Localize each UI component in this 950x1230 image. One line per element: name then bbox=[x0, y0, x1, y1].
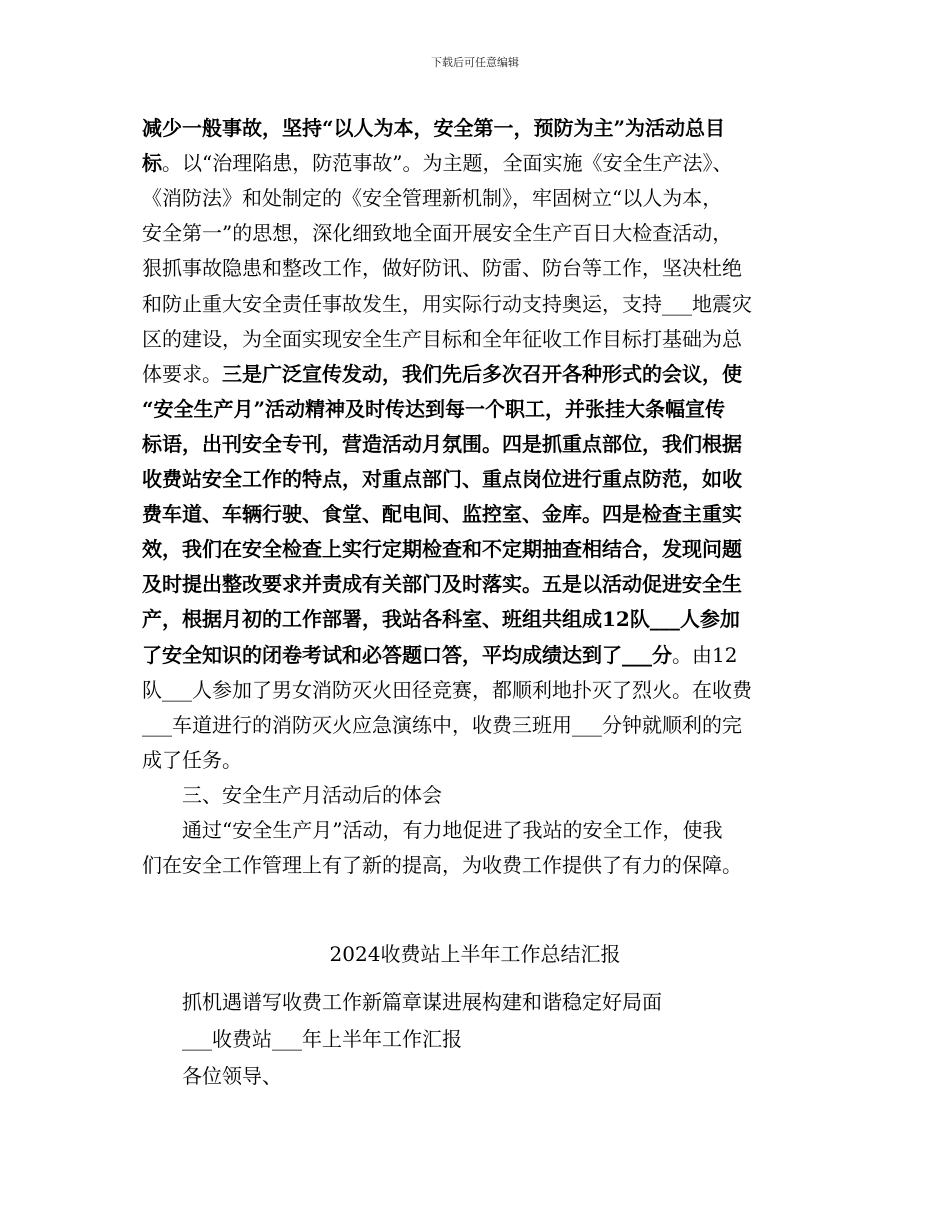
text-segment: 们在安全工作管理上有了新的提高，为收费工作提供了有力的保障。 bbox=[142, 853, 742, 878]
text-segment: 通过“安全生产月”活动，有力地促进了我站的安全工作，使我 bbox=[142, 818, 723, 842]
text-segment: 狠抓事故隐患和整改工作，做好防讯、防雷、防台等工作，坚决杜绝 bbox=[142, 256, 742, 281]
text-segment: 成了任务。 bbox=[142, 747, 242, 772]
text-segment: 区的建设，为全面实现安全生产目标和全年征收工作目标打基础为总 bbox=[142, 326, 742, 351]
text-segment: 。以“治理陷患，防范事故”。为主题，全面实施《安全生产法》、 bbox=[162, 151, 733, 176]
text-line: 各位领导、 bbox=[142, 1064, 282, 1088]
text-line bbox=[142, 712, 742, 738]
text-line bbox=[142, 536, 742, 562]
section-title: 2024收费站上半年工作总结汇报 bbox=[329, 942, 621, 966]
text-segment: 《消防法》和处制定的《安全管理新机制》，牢固树立“以人为本， bbox=[142, 186, 723, 211]
text-segment: 三、安全生产月活动后的体会 bbox=[142, 782, 442, 807]
text-line bbox=[142, 115, 725, 141]
text-segment: 安全第一”的思想，深化细致地全面开展安全生产百日大检查活动， bbox=[142, 221, 733, 246]
text-line bbox=[142, 677, 752, 703]
text-line bbox=[142, 782, 442, 808]
text-segment: 和防止重大安全责任事故发生，用实际行动支持奥运，支持___地震灾 bbox=[142, 291, 752, 316]
text-line bbox=[142, 326, 742, 352]
text-line bbox=[142, 291, 752, 317]
text-segment: 标 bbox=[142, 151, 162, 176]
text-segment: 收费站安全工作的特点，对重点部门、重点岗位进行重点防范，如收 bbox=[142, 467, 742, 491]
text-line bbox=[142, 431, 742, 457]
text-line bbox=[142, 817, 722, 843]
text-line bbox=[142, 501, 742, 527]
text-line bbox=[142, 361, 742, 387]
text-segment: 了安全知识的闭卷考试和必答题口答，平均成绩达到了___分 bbox=[142, 642, 672, 667]
text-segment: 产，根据月初的工作部署，我站各科室、班组共组成12队___人参加 bbox=[142, 607, 740, 632]
text-line bbox=[142, 571, 742, 597]
text-line bbox=[142, 642, 737, 668]
text-segment: 及时提出整改要求并责成有关部门及时落实。五是以活动促进安全生 bbox=[142, 572, 742, 597]
text-segment: ___车道进行的消防灭火应急演练中，收费三班用___分钟就顺利的完 bbox=[142, 712, 742, 737]
text-segment: 三是广泛宣传发动，我们先后多次召开各种形式的会议，使 bbox=[222, 361, 742, 386]
subtitle-line: 抓机遇谱写收费工作新篇章谋进展构建和谐稳定好局面 bbox=[142, 990, 662, 1014]
text-segment: 。由12 bbox=[672, 642, 738, 667]
text-line bbox=[142, 852, 742, 878]
text-line bbox=[142, 466, 742, 492]
text-line bbox=[142, 185, 722, 211]
text-segment: 队___人参加了男女消防灭火田径竞赛，都顺利地扑灭了烈火。在收费 bbox=[142, 677, 752, 702]
text-line bbox=[142, 747, 242, 773]
text-line bbox=[142, 255, 742, 281]
text-segment: 费车道、车辆行驶、食堂、配电间、监控室、金库。四是检查主重实 bbox=[142, 502, 742, 527]
text-segment: 效，我们在安全检查上实行定期检查和不定期抽查相结合，发现问题 bbox=[142, 537, 742, 562]
text-segment: 减少一般事故，坚持“以人为本，安全第一，预防为主”为活动总目 bbox=[142, 116, 726, 140]
page-header: 下载后可任意编辑 bbox=[431, 56, 519, 69]
text-segment: 体要求。 bbox=[142, 361, 222, 386]
text-line bbox=[142, 606, 740, 632]
text-line: ___收费站___年上半年工作汇报 bbox=[142, 1027, 462, 1051]
text-segment: 标语，出刊安全专刊，营造活动月氛围。四是抓重点部位，我们根据 bbox=[142, 431, 742, 456]
text-line bbox=[142, 220, 732, 246]
text-segment: “安全生产月”活动精神及时传达到每一个职工，并张挂大条幅宣传 bbox=[142, 396, 726, 421]
text-line bbox=[142, 396, 725, 422]
text-line bbox=[142, 150, 732, 176]
